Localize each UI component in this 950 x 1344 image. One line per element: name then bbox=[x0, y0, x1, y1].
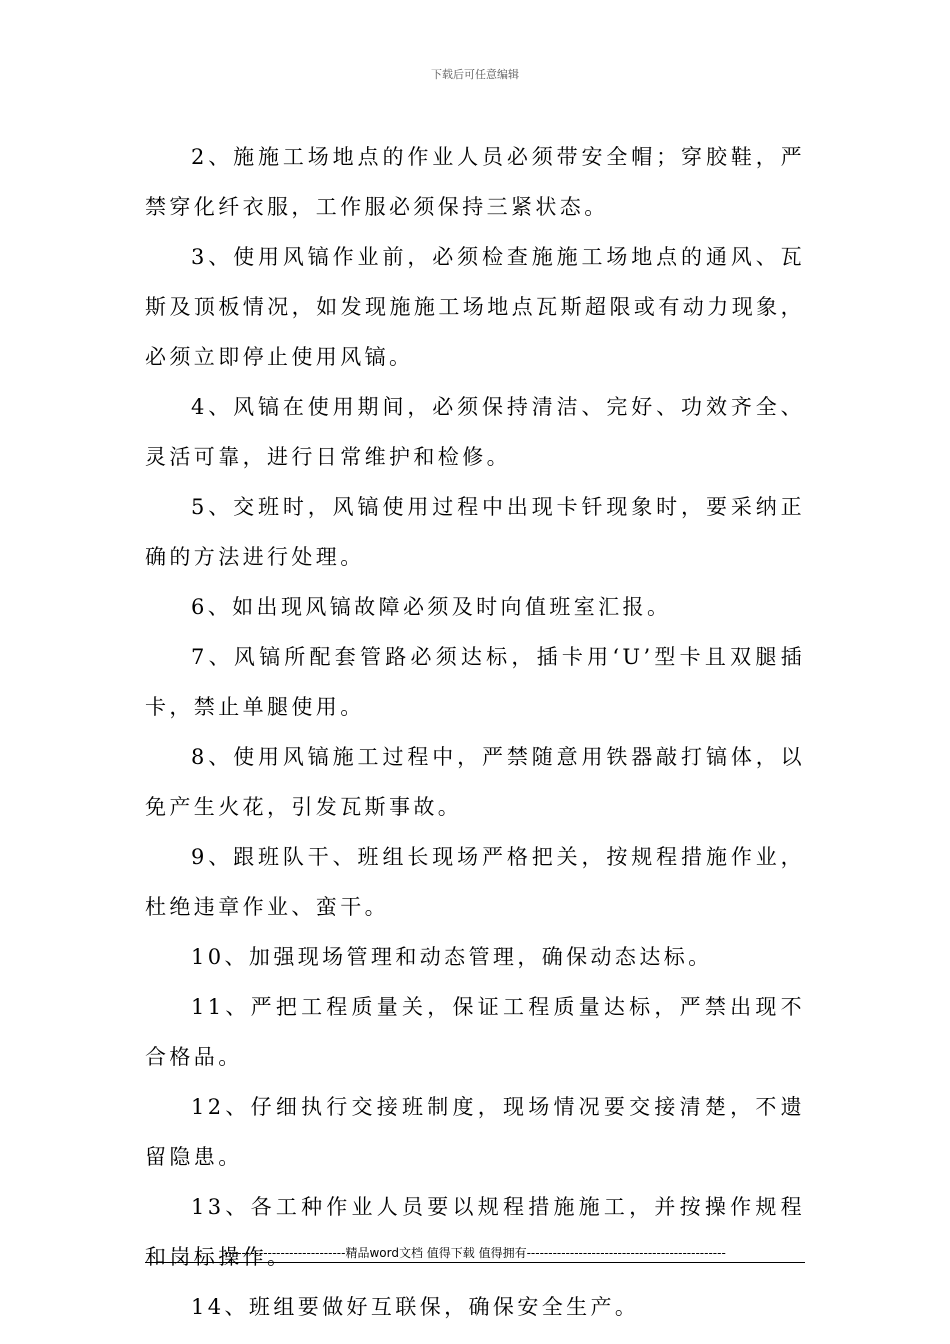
paragraph-item-7: 7、风镐所配套管路必须达标，插卡用‘U’型卡且双腿插卡，禁止单腿使用。 bbox=[145, 645, 805, 719]
paragraph-item-2: 2、施施工场地点的作业人员必须带安全帽；穿胶鞋，严禁穿化纤衣服，工作服必须保持三紧状态。 bbox=[145, 145, 805, 219]
paragraph-item-14: 14、班组要做好互联保，确保安全生产。 bbox=[191, 1295, 640, 1319]
document-body bbox=[145, 132, 805, 1332]
paragraph-item-8: 8、使用风镐施工过程中，严禁随意用铁器敲打镐体，以免产生火花，引发瓦斯事故。 bbox=[145, 745, 805, 819]
paragraph-item-6: 6、如出现风镐故障必须及时向值班室汇报。 bbox=[191, 595, 672, 619]
paragraph-item-5: 5、交班时，风镐使用过程中出现卡钎现象时，要采纳正确的方法进行处理。 bbox=[145, 495, 805, 569]
paragraph-item-12: 12、仔细执行交接班制度，现场情况要交接清楚，不遗留隐患。 bbox=[145, 1095, 805, 1169]
paragraph-item-13: 13、各工种作业人员要以规程措施施工，并按操作规程和岗标操作。 bbox=[145, 1195, 805, 1269]
paragraph-item-4: 4、风镐在使用期间，必须保持清洁、完好、功效齐全、灵活可靠，进行日常维护和检修。 bbox=[145, 395, 805, 469]
paragraph-item-10: 10、加强现场管理和动态管理，确保动态达标。 bbox=[191, 945, 713, 969]
paragraph-item-9: 9、跟班队干、班组长现场严格把关，按规程措施作业，杜绝违章作业、蛮干。 bbox=[145, 845, 805, 919]
page-header-note: 下载后可任意编辑 bbox=[431, 68, 519, 81]
page-footer-text: ----------------------------精品word文档 值得下载 值得拥有---------------------------------------------- bbox=[224, 1246, 726, 1260]
paragraph-item-11: 11、严把工程质量关，保证工程质量达标，严禁出现不合格品。 bbox=[145, 995, 805, 1069]
footer-divider bbox=[145, 1262, 805, 1263]
paragraph-item-3: 3、使用风镐作业前，必须检查施施工场地点的通风、瓦斯及顶板情况，如发现施施工场地点瓦斯超限或有动力现象，必须立即停止使用风镐。 bbox=[145, 245, 805, 369]
